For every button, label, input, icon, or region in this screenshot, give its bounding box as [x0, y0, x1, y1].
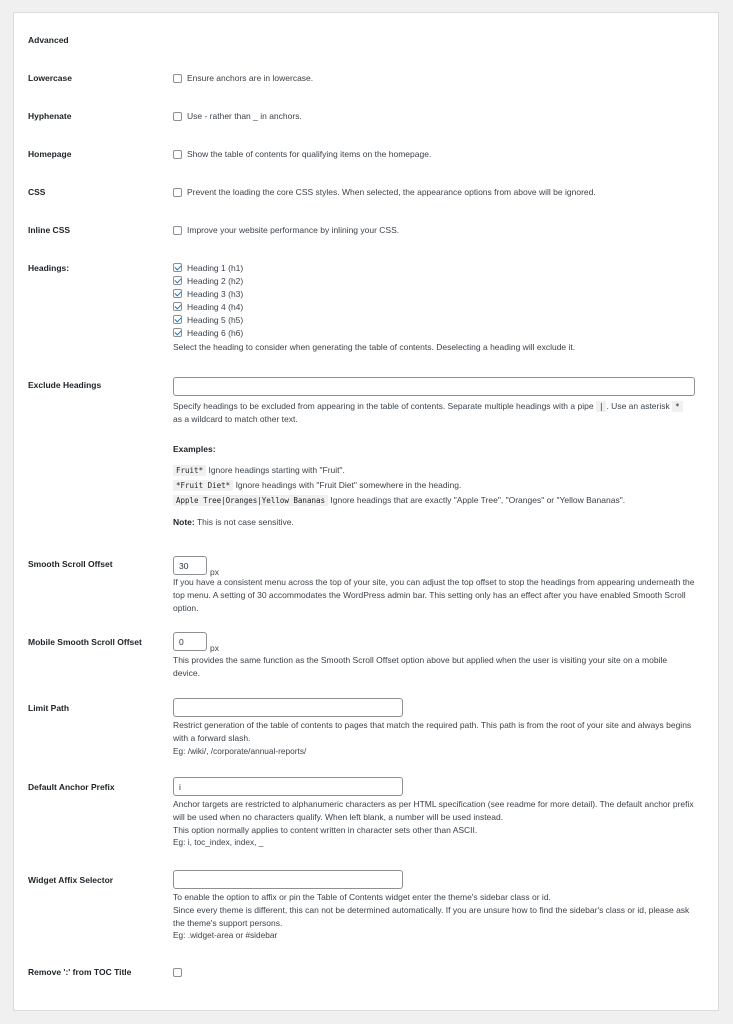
- lowercase-label: Lowercase: [28, 73, 72, 83]
- widget-affix-description-2: Since every theme is different, this can not be determined automatically. If you are unsure how to find the sidebar's class or id, please ask the theme's support persons.: [173, 904, 690, 928]
- hyphenate-checkbox[interactable]: [173, 112, 182, 121]
- examples-title: Examples:: [173, 443, 216, 454]
- anchor-prefix-input[interactable]: [173, 777, 403, 796]
- pipe-code: |: [596, 401, 607, 412]
- anchor-prefix-example: Eg: i, toc_index, index, _: [173, 837, 264, 848]
- mobile-smooth-offset-input[interactable]: [173, 632, 207, 651]
- anchor-prefix-description-2: This option normally applies to content written in character sets other than ASCII.: [173, 824, 478, 835]
- heading-h5-checkbox[interactable]: [173, 315, 182, 324]
- headings-label: Headings:: [28, 263, 70, 273]
- smooth-offset-input[interactable]: [173, 556, 207, 575]
- example-2: [173, 479, 704, 492]
- heading-h5-text: Heading 5 (h5): [187, 315, 244, 325]
- widget-affix-label: Widget Affix Selector: [28, 875, 114, 885]
- mobile-smooth-description: This provides the same function as the Smooth Scroll Offset option above but applied when the user is visiting your site on a mobile device.: [173, 655, 668, 678]
- example-3-code: Apple Tree|Oranges|Yellow Bananas: [173, 495, 328, 506]
- limit-path-example: Eg: /wiki/, /corporate/annual-reports/: [173, 745, 307, 756]
- remove-colon-label: Remove ':' from TOC Title: [28, 967, 132, 977]
- exclude-label: Exclude Headings: [28, 380, 102, 390]
- lowercase-text: Ensure anchors are in lowercase.: [187, 73, 314, 83]
- example-3-text: Ignore headings that are exactly "Apple Tree", "Oranges" or "Yellow Bananas".: [330, 494, 626, 505]
- heading-h3-option[interactable]: [173, 288, 704, 301]
- heading-h6-text: Heading 6 (h6): [187, 328, 244, 338]
- hyphenate-text: Use - rather than _ in anchors.: [187, 111, 302, 121]
- heading-h5-option[interactable]: [173, 314, 704, 327]
- example-1-text: Ignore headings starting with "Fruit".: [208, 465, 345, 476]
- heading-h1-option[interactable]: [173, 262, 704, 275]
- heading-h6-option[interactable]: [173, 327, 704, 340]
- exclude-note: [173, 516, 704, 529]
- homepage-checkbox[interactable]: [173, 150, 182, 159]
- example-2-text: Ignore headings with "Fruit Diet" somewhere in the heading.: [235, 480, 462, 490]
- homepage-label: Homepage: [28, 149, 72, 159]
- widget-affix-example: Eg: .widget-area or #sidebar: [173, 930, 278, 941]
- heading-h4-option[interactable]: [173, 301, 704, 314]
- inline-css-checkbox[interactable]: [173, 226, 182, 235]
- heading-h6-checkbox[interactable]: [173, 328, 182, 337]
- remove-colon-checkbox[interactable]: [173, 968, 182, 977]
- heading-h4-text: Heading 4 (h4): [187, 302, 244, 312]
- section-title: Advanced: [28, 35, 69, 45]
- settings-panel: [13, 12, 719, 1011]
- widget-affix-description: To enable the option to affix or pin the Table of Contents widget enter the theme's sidebar class or id.: [173, 892, 551, 902]
- css-label: CSS: [28, 187, 46, 197]
- smooth-description: If you have a consistent menu across the top of your site, you can adjust the top offset to stop the headings from appearing underneath the top menu. A setting of 30 accommodates the WordPress admin bar. This setting only has an effect after you have enabled Smooth Scroll option.: [173, 577, 695, 613]
- limit-path-input[interactable]: [173, 698, 403, 717]
- exclude-desc-a: Specify headings to be excluded from appearing in the table of contents. Separate multiple headings with a pipe: [173, 401, 594, 411]
- heading-h1-text: Heading 1 (h1): [187, 263, 244, 273]
- anchor-prefix-description: Anchor targets are restricted to alphanumeric characters as per HTML specification (see readme for more detail). The default anchor prefix will be used when no characters qualify. When left blank, a number will be used instead.: [173, 799, 694, 822]
- heading-h1-checkbox[interactable]: [173, 263, 182, 272]
- exclude-desc-b: . Use an asterisk: [606, 401, 670, 411]
- widget-affix-input[interactable]: [173, 870, 403, 889]
- example-1-code: Fruit*: [173, 465, 206, 476]
- example-2-code: *Fruit Diet*: [173, 480, 233, 491]
- example-3: [173, 494, 704, 507]
- smooth-label: Smooth Scroll Offset: [28, 559, 113, 569]
- anchor-prefix-label: Default Anchor Prefix: [28, 782, 115, 792]
- heading-h3-checkbox[interactable]: [173, 289, 182, 298]
- mobile-smooth-unit: px: [210, 642, 219, 653]
- heading-h2-checkbox[interactable]: [173, 276, 182, 285]
- heading-h2-text: Heading 2 (h2): [187, 276, 244, 286]
- inline-css-label: Inline CSS: [28, 225, 71, 235]
- mobile-smooth-label: Mobile Smooth Scroll Offset: [28, 637, 142, 647]
- exclude-desc-c: as a wildcard to match other text.: [173, 413, 298, 424]
- homepage-text: Show the table of contents for qualifying items on the homepage.: [187, 149, 432, 159]
- exclude-headings-input[interactable]: [173, 377, 695, 396]
- headings-description: Select the heading to consider when generating the table of contents. Deselecting a heading will exclude it.: [173, 342, 576, 352]
- note-text: This is not case sensitive.: [196, 516, 294, 527]
- inline-css-text: Improve your website performance by inlining your CSS.: [187, 225, 400, 235]
- css-text: Prevent the loading the core CSS styles. When selected, the appearance options from above will be ignored.: [187, 187, 596, 197]
- asterisk-code: *: [672, 401, 683, 412]
- limit-path-label: Limit Path: [28, 703, 70, 713]
- heading-h4-checkbox[interactable]: [173, 302, 182, 311]
- note-label: Note:: [173, 516, 195, 527]
- css-checkbox[interactable]: [173, 188, 182, 197]
- heading-h2-option[interactable]: [173, 275, 704, 288]
- hyphenate-label: Hyphenate: [28, 111, 72, 121]
- smooth-unit: px: [210, 566, 219, 577]
- lowercase-checkbox[interactable]: [173, 74, 182, 83]
- exclude-description: [173, 400, 693, 426]
- example-1: [173, 464, 704, 477]
- limit-path-description: Restrict generation of the table of contents to pages that match the required path. This path is from the root of your site and always begins with a forward slash.: [173, 720, 692, 743]
- heading-h3-text: Heading 3 (h3): [187, 289, 244, 299]
